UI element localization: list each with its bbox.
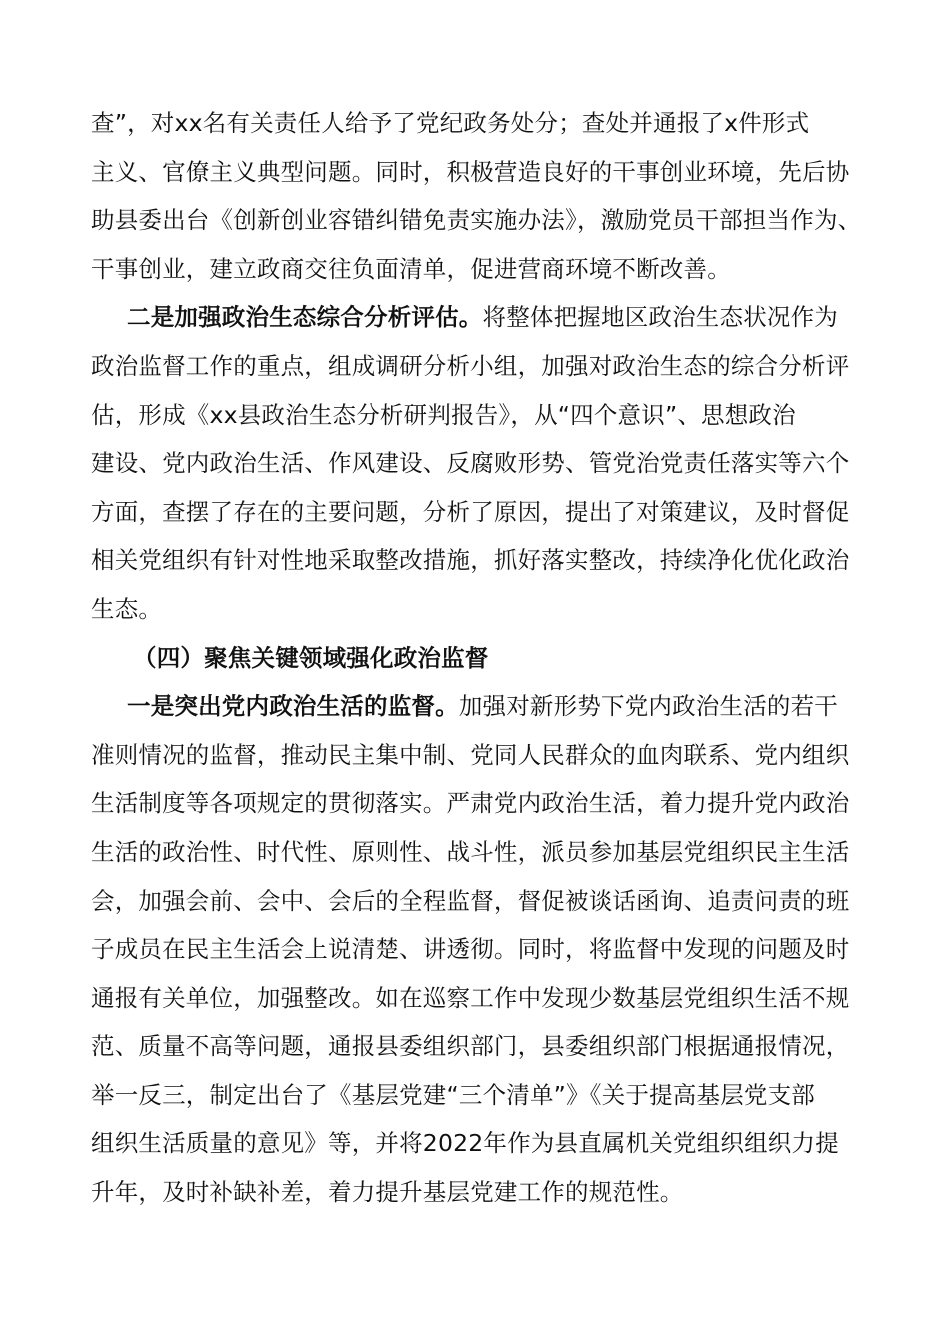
heading-text: （四）聚焦关键领域强化政治监督 bbox=[133, 643, 489, 672]
line-text: 相关党组织有针对性地采取整改措施，抓好落实整改，持续净化优化政治 bbox=[91, 546, 850, 575]
paragraph-line-6 bbox=[91, 346, 871, 395]
line-text: 举一反三，制定出台了《基层党建“三个清单”》《关于提高基层党支部 bbox=[91, 1080, 815, 1109]
line-text: 建设、党内政治生活、作风建设、反腐败形势、管党治党责任落实等六个 bbox=[91, 449, 850, 478]
paragraph-line-23 bbox=[91, 1172, 871, 1221]
paragraph-line-19 bbox=[91, 978, 871, 1027]
paragraph-line-9 bbox=[91, 492, 871, 541]
line-text: 生活制度等各项规定的贯彻落实。严肃党内政治生活，着力提升党内政治 bbox=[91, 789, 850, 818]
paragraph-line-18 bbox=[91, 929, 871, 978]
paragraph-line-22 bbox=[91, 1123, 871, 1172]
paragraph-line-14 bbox=[91, 735, 871, 784]
paragraph-line-4 bbox=[91, 249, 871, 298]
line-text: 生态。 bbox=[91, 594, 163, 623]
paragraph-line-16 bbox=[91, 832, 871, 881]
paragraph-line-10 bbox=[91, 540, 871, 589]
line-text: 政治监督工作的重点，组成调研分析小组，加强对政治生态的综合分析评 bbox=[91, 351, 850, 380]
line-text: 查”，对xx名有关责任人给予了党纪政务处分；查处并通报了x件形式 bbox=[91, 109, 810, 137]
paragraph-line-8 bbox=[91, 443, 871, 492]
paragraph-line-2 bbox=[91, 152, 871, 201]
lead-phrase: 一是突出党内政治生活的监督。 bbox=[127, 692, 459, 721]
paragraph-line-20 bbox=[91, 1026, 871, 1075]
paragraph-line-13 bbox=[91, 686, 871, 735]
line-text: 升年，及时补缺补差，着力提升基层党建工作的规范性。 bbox=[91, 1178, 684, 1207]
line-text: 估，形成《xx县政治生态分析研判报告》，从“四个意识”、思想政治 bbox=[91, 400, 796, 429]
line-text: 将整体把握地区政治生态状况作为 bbox=[482, 303, 838, 332]
section-heading bbox=[91, 638, 871, 687]
paragraph-line-15 bbox=[91, 783, 871, 832]
paragraph-line-17 bbox=[91, 881, 871, 930]
line-text: 子成员在民主生活会上说清楚、讲透彻。同时，将监督中发现的问题及时 bbox=[91, 935, 850, 964]
line-text: 范、质量不高等问题，通报县委组织部门，县委组织部门根据通报情况， bbox=[91, 1032, 850, 1061]
paragraph-line-21 bbox=[91, 1075, 871, 1124]
line-text: 会，加强会前、会中、会后的全程监督，督促被谈话函询、追责问责的班 bbox=[91, 886, 850, 915]
line-text: 生活的政治性、时代性、原则性、战斗性，派员参加基层党组织民主生活 bbox=[91, 837, 850, 866]
lead-phrase: 二是加强政治生态综合分析评估。 bbox=[127, 303, 483, 332]
line-text: 干事创业，建立政商交往负面清单，促进营商环境不断改善。 bbox=[91, 254, 731, 283]
line-text: 组织生活质量的意见》等，并将2022年作为县直属机关党组织组织力提 bbox=[91, 1129, 839, 1158]
line-text: 方面，查摆了存在的主要问题，分析了原因，提出了对策建议，及时督促 bbox=[91, 497, 850, 526]
paragraph-line-7 bbox=[91, 395, 871, 444]
line-text: 助县委出台《创新创业容错纠错免责实施办法》，激励党员干部担当作为、 bbox=[91, 206, 862, 235]
line-text: 准则情况的监督，推动民主集中制、党同人民群众的血肉联系、党内组织 bbox=[91, 740, 850, 769]
paragraph-line-3 bbox=[91, 200, 871, 249]
paragraph-line-11 bbox=[91, 589, 871, 638]
document-page bbox=[91, 103, 871, 1221]
line-text: 通报有关单位，加强整改。如在巡察工作中发现少数基层党组织生活不规 bbox=[91, 983, 850, 1012]
line-text: 加强对新形势下党内政治生活的若干 bbox=[458, 692, 839, 721]
paragraph-line-5 bbox=[91, 297, 871, 346]
paragraph-line-1 bbox=[91, 103, 871, 152]
line-text: 主义、官僚主义典型问题。同时，积极营造良好的干事创业环境，先后协 bbox=[91, 157, 850, 186]
